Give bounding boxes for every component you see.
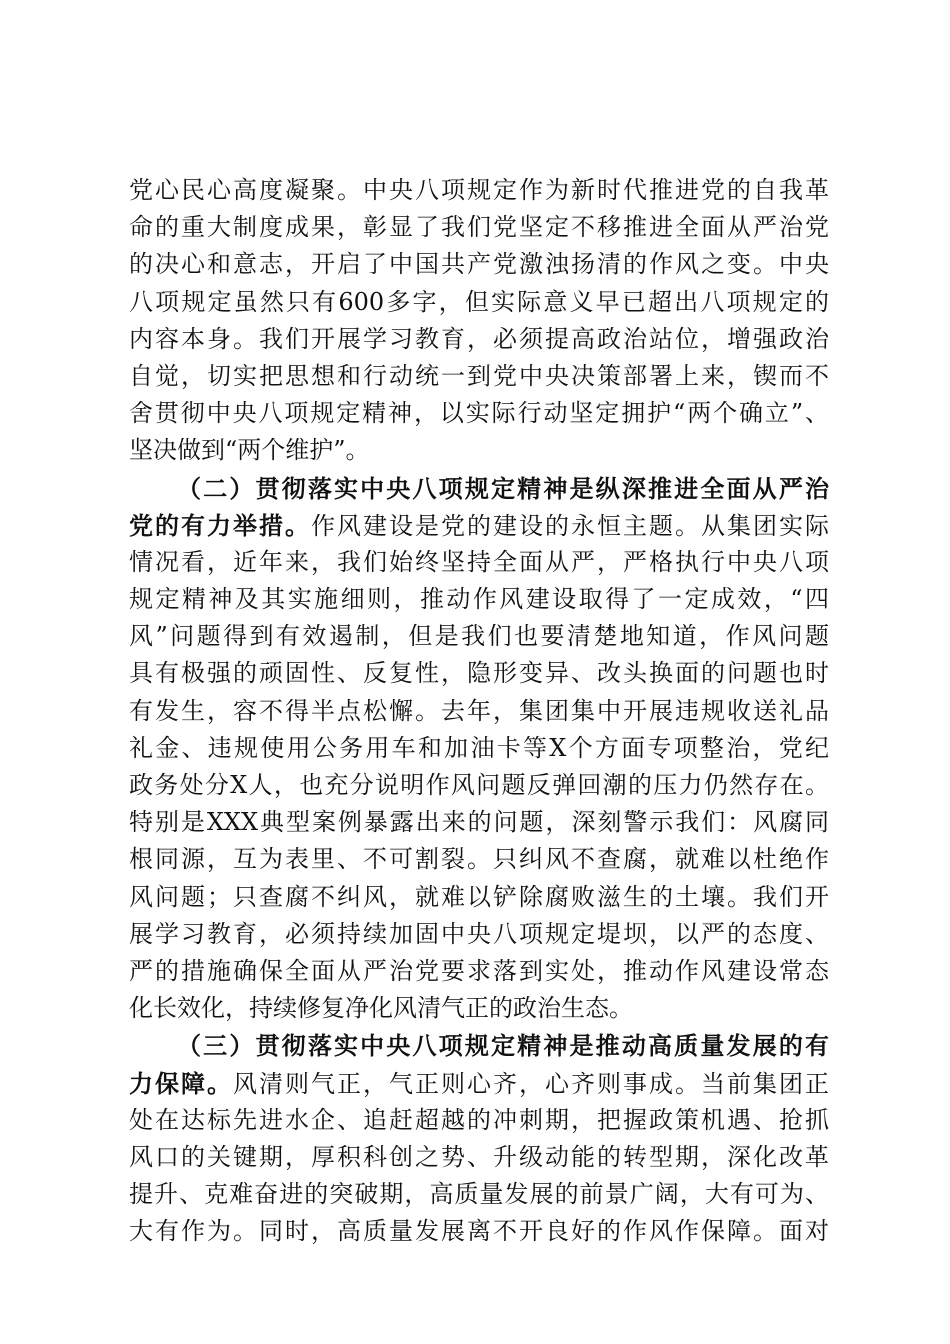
text-line [129, 246, 829, 283]
bold-heading-run: 力保障。 [129, 1068, 233, 1098]
text-line [129, 1027, 829, 1064]
text-run: 内容本身。我们开展学习教育，必须提高政治站位，增强政治 [129, 324, 829, 353]
text-run: 坚决做到“两个维护”。 [129, 436, 370, 465]
text-run: 严的措施确保全面从严治党要求落到实处，推动作风建设常态 [129, 956, 829, 985]
text-line [129, 581, 829, 618]
paragraph [129, 172, 829, 470]
text-line [129, 841, 829, 878]
text-line [129, 470, 829, 507]
text-line [129, 209, 829, 246]
text-run: 具有极强的顽固性、反复性，隐形变异、改头换面的问题也时 [129, 659, 829, 688]
text-run: 大有作为。同时，高质量发展离不开良好的作风作保障。面对 [129, 1217, 829, 1246]
text-line [129, 395, 829, 432]
text-run: 舍贯彻中央八项规定精神，以实际行动坚定拥护“两个确立”、 [129, 399, 829, 428]
text-run: 风清则气正，气正则心齐，心齐则事成。当前集团正 [233, 1069, 829, 1098]
text-line [129, 284, 829, 321]
text-line [129, 990, 829, 1027]
document-page [129, 172, 829, 1250]
text-line [129, 1176, 829, 1213]
text-run: 八项规定虽然只有600多字，但实际意义早已超出八项规定的 [129, 287, 829, 316]
text-run: 处在达标先进水企、追赶超越的冲刺期，把握政策机遇、抢抓 [129, 1105, 829, 1134]
text-line [129, 1213, 829, 1250]
text-line [129, 655, 829, 692]
text-line [129, 432, 829, 469]
text-line [129, 953, 829, 990]
text-run: 作风建设是党的建设的永恒主题。从集团实际 [311, 511, 829, 540]
bold-heading-run: （二）贯彻落实中央八项规定精神是纵深推进全面从严治 [177, 473, 829, 503]
text-line [129, 730, 829, 767]
text-run: 礼金、违规使用公务用车和加油卡等X个方面专项整治，党纪 [129, 733, 829, 762]
text-line [129, 1102, 829, 1139]
text-line [129, 358, 829, 395]
paragraph [129, 1027, 829, 1250]
text-line [129, 544, 829, 581]
text-run: 根同源，互为表里、不可割裂。只纠风不查腐，就难以杜绝作 [129, 845, 829, 874]
text-run: 政务处分X人，也充分说明作风问题反弹回潮的压力仍然存在。 [129, 771, 829, 799]
bold-heading-run: 党的有力举措。 [129, 510, 311, 540]
text-line [129, 1139, 829, 1176]
text-run: 展学习教育，必须持续加固中央八项规定堤坝，以严的态度、 [129, 919, 829, 948]
text-run: 有发生，容不得半点松懈。去年，集团集中开展违规收送礼品 [129, 696, 829, 725]
text-line [129, 1065, 829, 1102]
text-line [129, 879, 829, 916]
text-run: 化长效化，持续修复净化风清气正的政治生态。 [129, 994, 633, 1023]
bold-heading-run: （三）贯彻落实中央八项规定精神是推动高质量发展的有 [177, 1031, 829, 1061]
text-line [129, 321, 829, 358]
text-run: 的决心和意志，开启了中国共产党激浊扬清的作风之变。中央 [129, 250, 829, 279]
text-run: 情况看，近年来，我们始终坚持全面从严，严格执行中央八项 [129, 547, 829, 576]
text-run: 提升、克难奋进的突破期，高质量发展的前景广阔，大有可为、 [129, 1180, 829, 1209]
text-run: 规定精神及其实施细则，推动作风建设取得了一定成效，“四 [129, 585, 829, 614]
text-line [129, 767, 829, 804]
text-line [129, 693, 829, 730]
text-run: 命的重大制度成果，彰显了我们党坚定不移推进全面从严治党 [129, 213, 829, 242]
paragraph [129, 470, 829, 1028]
text-line [129, 507, 829, 544]
text-run: 风”问题得到有效遏制，但是我们也要清楚地知道，作风问题 [129, 622, 829, 651]
text-line [129, 804, 829, 841]
text-line [129, 618, 829, 655]
text-run: 特别是XXX典型案例暴露出来的问题，深刻警示我们：风腐同 [129, 808, 829, 837]
text-run: 风问题；只查腐不纠风，就难以铲除腐败滋生的土壤。我们开 [129, 882, 829, 911]
text-line [129, 172, 829, 209]
text-line [129, 916, 829, 953]
text-run: 风口的关键期，厚积科创之势、升级动能的转型期，深化改革 [129, 1142, 829, 1171]
text-run: 党心民心高度凝聚。中央八项规定作为新时代推进党的自我革 [129, 176, 829, 204]
text-run: 自觉，切实把思想和行动统一到党中央决策部署上来，锲而不 [129, 361, 829, 390]
